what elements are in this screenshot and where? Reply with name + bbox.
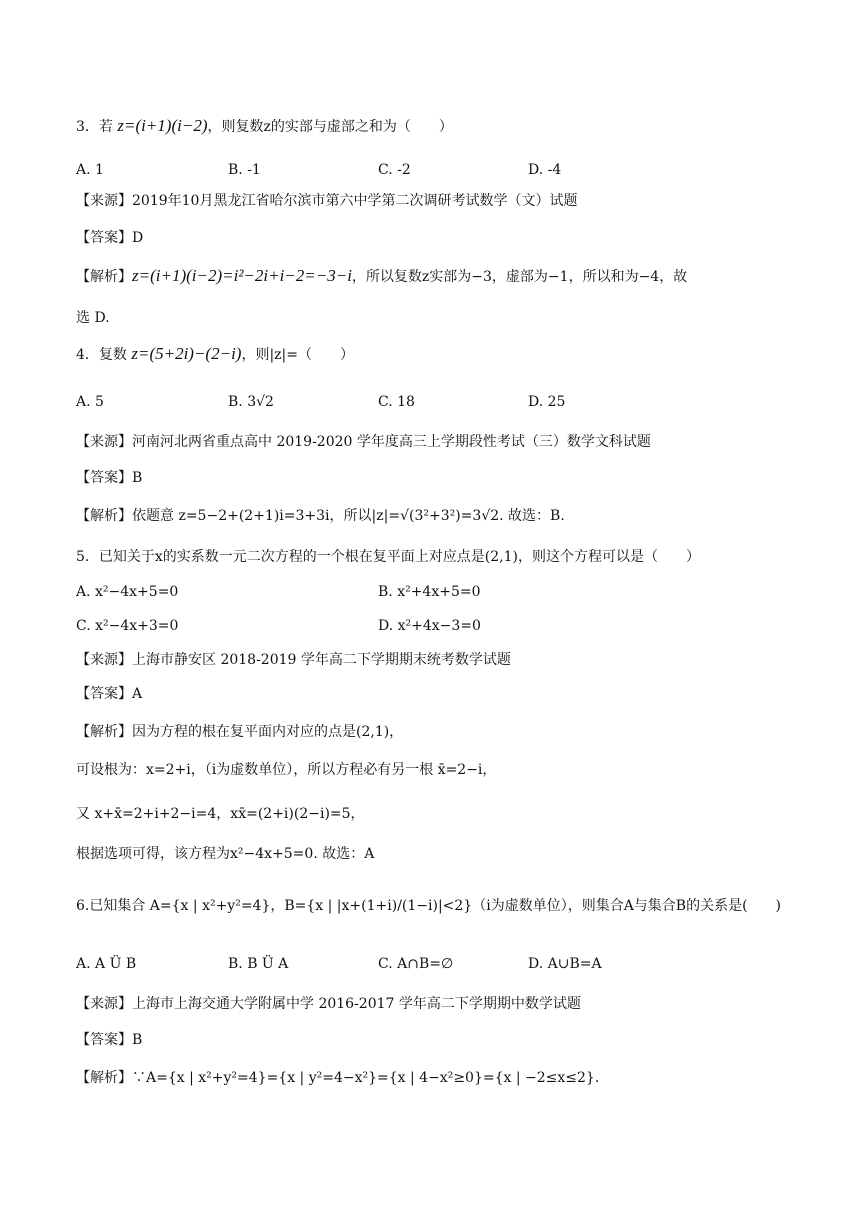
q3-option-c: C. -2 <box>378 162 411 178</box>
q4-analysis: 【解析】依题意 z=5−2+(2+1)i=3+3i，所以|z|=√(3²+3²)=3√2. 故选：B. <box>76 508 565 524</box>
q6-option-c: C. A∩B=∅ <box>378 956 454 972</box>
q5-analysis-line-4: 根据选项可得，该方程为x²−4x+5=0. 故选：A <box>76 846 375 862</box>
q5-option-c: C. x²−4x+3=0 <box>76 618 179 634</box>
q3-answer: 【答案】D <box>76 230 144 246</box>
q5-analysis-line-3: 又 x+x̄=2+i+2−i=4，xx̄=(2+i)(2−i)=5， <box>76 806 365 822</box>
q4-option-c: C. 18 <box>378 394 415 410</box>
q3-analysis: 【解析】z=(i+1)(i−2)=i²−2i+i−2=−3−i，所以复数z实部为−3，虚部为−1，所以和为−4，故 <box>76 266 688 285</box>
q4-source: 【来源】河南河北两省重点高中 2019-2020 学年度高三上学期段性考试（三）数学文科试题 <box>76 434 651 450</box>
q6-source: 【来源】上海市上海交通大学附属中学 2016-2017 学年高二下学期期中数学试题 <box>76 996 581 1012</box>
q3-stem: 3．若 z=(i+1)(i−2)，则复数z的实部与虚部之和为（ ） <box>76 116 453 135</box>
q3-stem-formula: z=(i+1)(i−2) <box>117 116 208 135</box>
q3-option-a: A. 1 <box>76 162 104 178</box>
q4-stem: 4．复数 z=(5+2i)−(2−i)，则|z|=（ ） <box>76 344 354 363</box>
q4-answer: 【答案】B <box>76 470 143 486</box>
q4-option-a: A. 5 <box>76 394 104 410</box>
q4-stem-formula: z=(5+2i)−(2−i) <box>131 344 242 363</box>
q5-answer: 【答案】A <box>76 686 143 702</box>
q3-option-d: D. -4 <box>528 162 562 178</box>
q3-analysis-formula: z=(i+1)(i−2)=i²−2i+i−2=−3−i <box>132 266 352 285</box>
q5-analysis-line-1: 【解析】因为方程的根在复平面内对应的点是(2,1)， <box>76 724 404 740</box>
q3-option-b: B. -1 <box>228 162 261 178</box>
q4-option-b: B. 3√2 <box>228 394 274 410</box>
q6-option-b: B. B Ü A <box>228 956 289 972</box>
q4-option-d: D. 25 <box>528 394 566 410</box>
q5-option-a: A. x²−4x+5=0 <box>76 584 179 600</box>
q6-stem: 6.已知集合 A={x | x²+y²=4}，B={x | |x+(1+i)/(1−i)|<2}（i为虚数单位），则集合A与集合B的关系是( ) <box>76 898 782 914</box>
q6-option-d: D. A∪B=A <box>528 956 602 972</box>
q3-source: 【来源】2019年10月黑龙江省哈尔滨市第六中学第二次调研考试数学（文）试题 <box>76 193 578 209</box>
q6-analysis: 【解析】∵A={x | x²+y²=4}={x | y²=4−x²}={x | 4−x²≥0}={x | −2≤x≤2}. <box>76 1070 600 1086</box>
q6-option-a: A. A Ü B <box>76 956 137 972</box>
q5-option-d: D. x²+4x−3=0 <box>378 618 481 634</box>
q5-analysis-line-2: 可设根为：x=2+i，（i为虚数单位），所以方程必有另一根 x̄=2−i， <box>76 762 497 778</box>
q6-answer: 【答案】B <box>76 1032 143 1048</box>
q5-source: 【来源】上海市静安区 2018-2019 学年高二下学期期末统考数学试题 <box>76 652 511 668</box>
q5-option-b: B. x²+4x+5=0 <box>378 584 481 600</box>
q3-analysis-continued: 选 D. <box>76 310 110 326</box>
q5-stem: 5．已知关于x的实系数一元二次方程的一个根在复平面上对应点是(2,1)，则这个方程可以是（ ） <box>76 549 700 565</box>
